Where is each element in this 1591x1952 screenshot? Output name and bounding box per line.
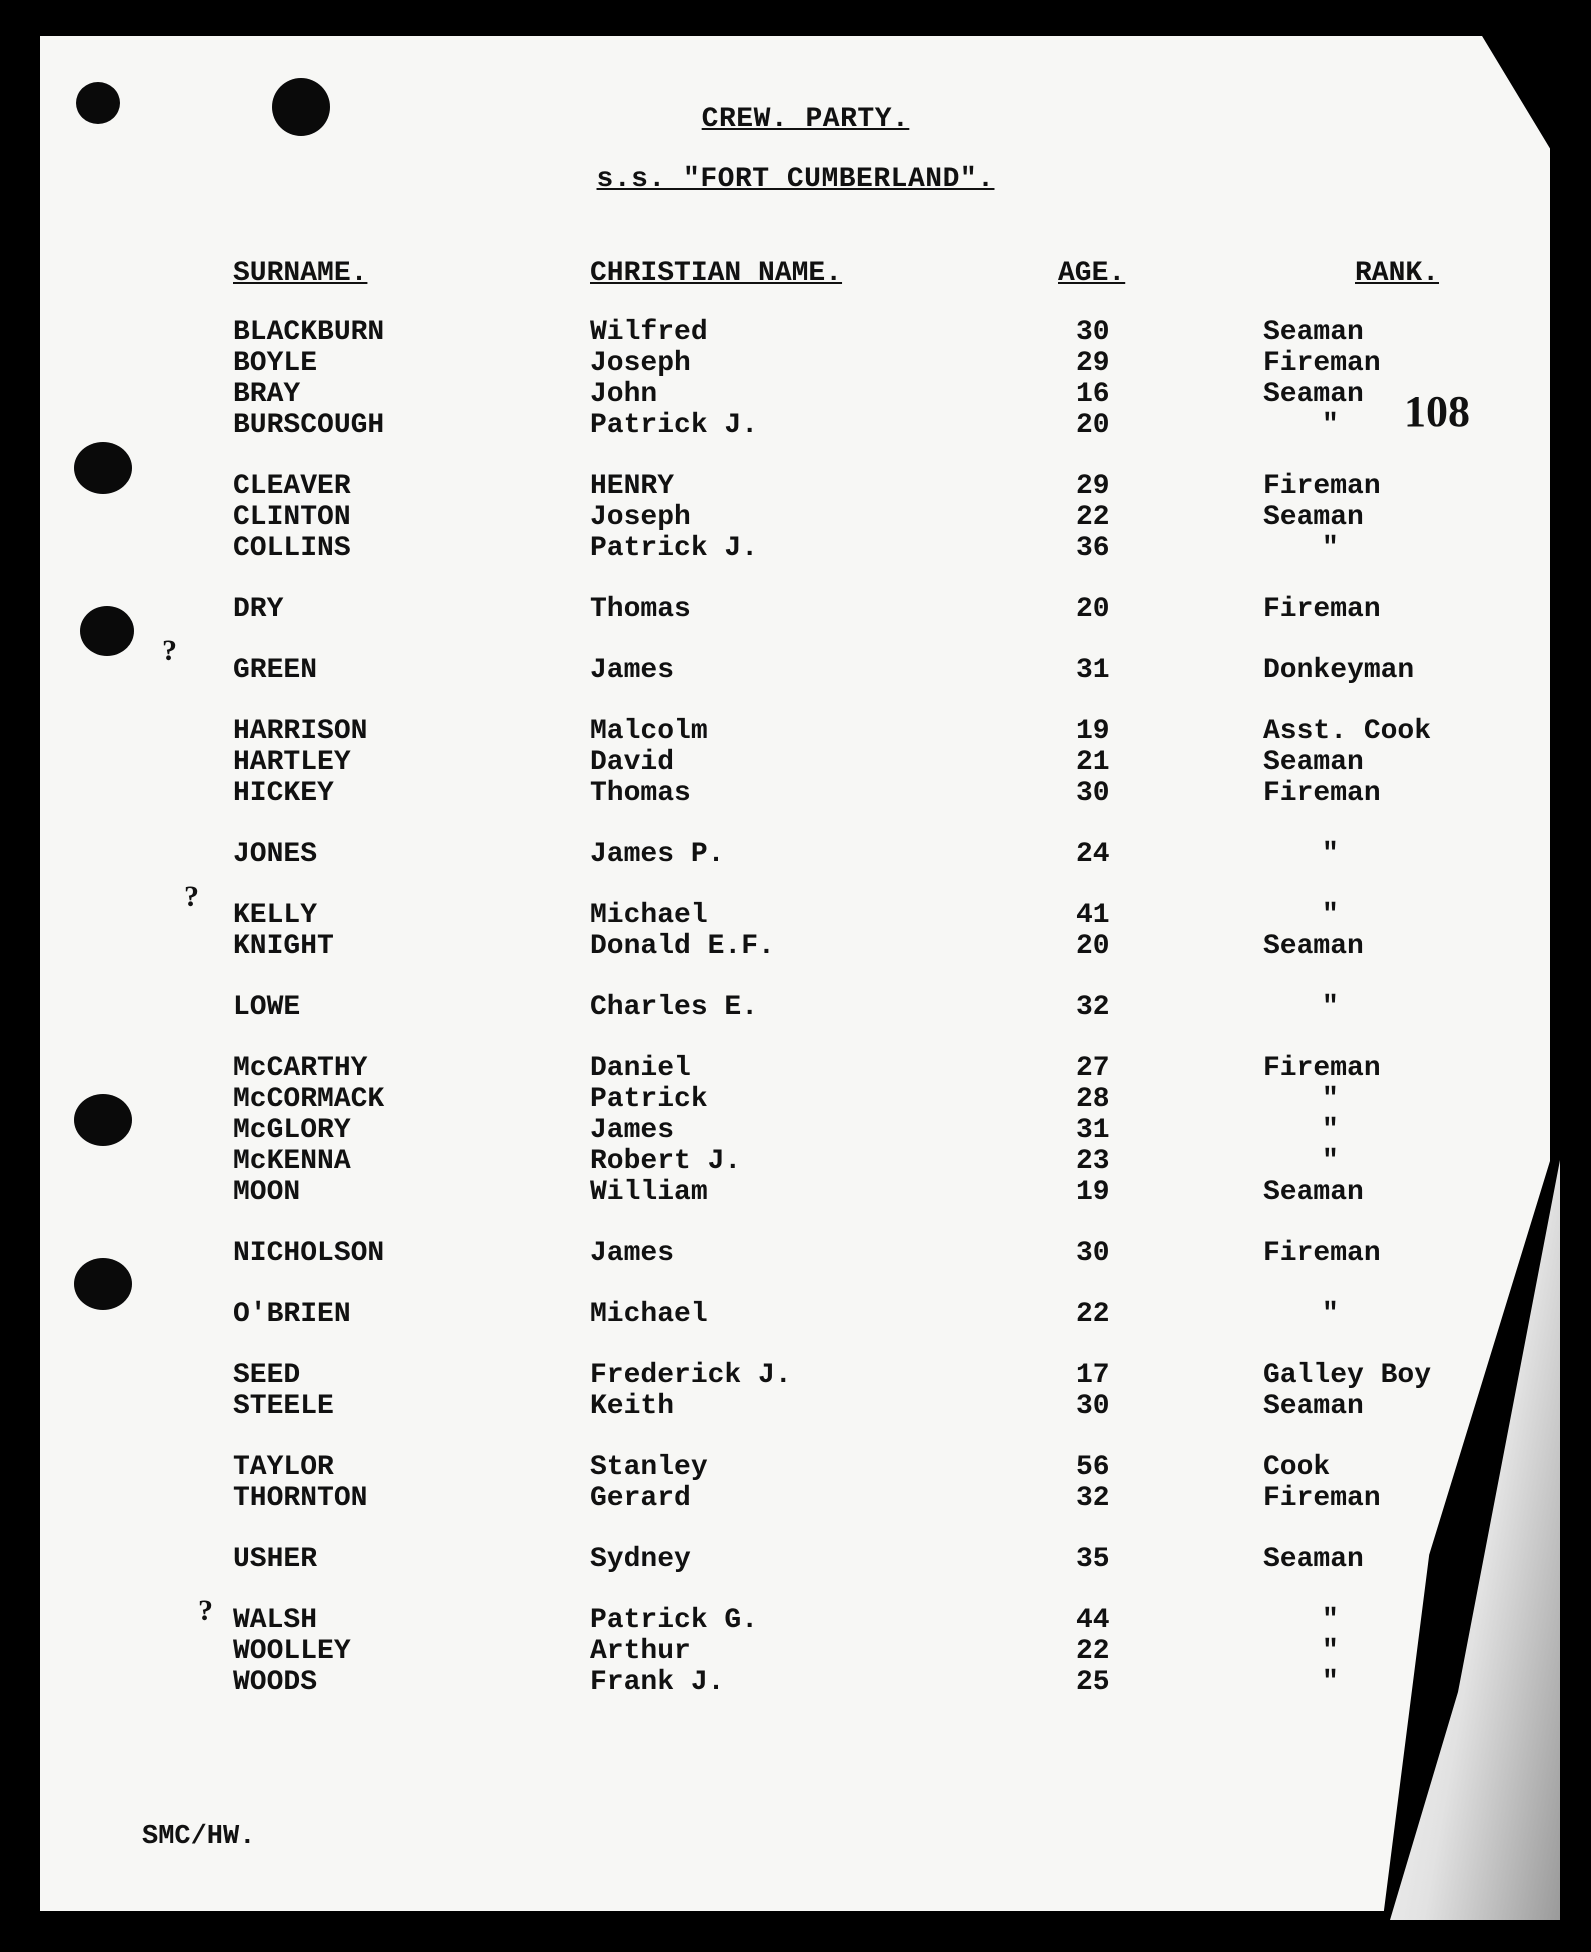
rank-cell: Fireman: [1263, 594, 1381, 625]
christian-name-cell: Joseph: [590, 502, 691, 533]
christian-name-cell: Keith: [590, 1391, 675, 1422]
christian-name-cell: Sydney: [590, 1544, 691, 1575]
rank-cell: ": [1322, 839, 1339, 870]
age-cell: 30: [1076, 317, 1110, 348]
rank-cell: Fireman: [1263, 1238, 1381, 1269]
surname-cell: McCORMACK: [233, 1084, 385, 1115]
age-cell: 19: [1076, 1177, 1110, 1208]
age-cell: 22: [1076, 502, 1110, 533]
table-row: [0, 1544, 1591, 1575]
surname-cell: KNIGHT: [233, 931, 334, 962]
christian-name-cell: David: [590, 747, 675, 778]
rank-cell: ": [1322, 1636, 1339, 1667]
surname-cell: MOON: [233, 1177, 301, 1208]
table-row: [0, 471, 1591, 502]
rank-cell: ": [1322, 1146, 1339, 1177]
table-row: [0, 931, 1591, 962]
rank-cell: Seaman: [1263, 502, 1364, 533]
margin-query-mark: ?: [184, 880, 199, 913]
margin-query-mark: ?: [198, 1594, 213, 1627]
rank-cell: Fireman: [1263, 471, 1381, 502]
age-cell: 24: [1076, 839, 1110, 870]
age-cell: 30: [1076, 778, 1110, 809]
surname-cell: JONES: [233, 839, 318, 870]
surname-cell: WOODS: [233, 1667, 318, 1698]
christian-name-cell: Thomas: [590, 778, 691, 809]
christian-name-cell: HENRY: [590, 471, 675, 502]
rank-cell: ": [1322, 900, 1339, 931]
rank-cell: ": [1322, 992, 1339, 1023]
surname-cell: HICKEY: [233, 778, 334, 809]
age-cell: 16: [1076, 379, 1110, 410]
document-subtitle: s.s. "FORT CUMBERLAND".: [596, 164, 995, 195]
surname-cell: O'BRIEN: [233, 1299, 351, 1330]
surname-cell: BOYLE: [233, 348, 318, 379]
age-cell: 30: [1076, 1391, 1110, 1422]
surname-cell: HARTLEY: [233, 747, 351, 778]
age-cell: 22: [1076, 1299, 1110, 1330]
age-cell: 20: [1076, 594, 1110, 625]
christian-name-cell: Patrick J.: [590, 410, 759, 441]
table-row: [0, 747, 1591, 778]
christian-name-cell: Patrick: [590, 1084, 708, 1115]
surname-cell: LOWE: [233, 992, 301, 1023]
age-cell: 21: [1076, 747, 1110, 778]
rank-cell: Seaman: [1263, 747, 1364, 778]
surname-cell: WOOLLEY: [233, 1636, 351, 1667]
rank-cell: ": [1322, 1605, 1339, 1636]
surname-cell: USHER: [233, 1544, 318, 1575]
table-row: [0, 992, 1591, 1023]
surname-cell: THORNTON: [233, 1483, 368, 1514]
christian-name-cell: Charles E.: [590, 992, 759, 1023]
table-row: [0, 1115, 1591, 1146]
surname-cell: CLINTON: [233, 502, 351, 533]
christian-name-cell: Arthur: [590, 1636, 691, 1667]
age-cell: 17: [1076, 1360, 1110, 1391]
rank-cell: Seaman: [1263, 317, 1364, 348]
rank-cell: Galley Boy: [1263, 1360, 1432, 1391]
surname-cell: BLACKBURN: [233, 317, 385, 348]
age-cell: 31: [1076, 655, 1110, 686]
table-row: [0, 839, 1591, 870]
age-cell: 22: [1076, 1636, 1110, 1667]
christian-name-cell: Wilfred: [590, 317, 708, 348]
rank-cell: ": [1322, 410, 1339, 441]
surname-cell: McGLORY: [233, 1115, 351, 1146]
rank-cell: ": [1322, 533, 1339, 564]
christian-name-cell: Thomas: [590, 594, 691, 625]
rank-cell: Asst. Cook: [1263, 716, 1432, 747]
table-row: [0, 594, 1591, 625]
table-row: [0, 1084, 1591, 1115]
table-row: [0, 1452, 1591, 1483]
table-row: [0, 1605, 1591, 1636]
table-row: [0, 1299, 1591, 1330]
table-row: [0, 317, 1591, 348]
age-cell: 23: [1076, 1146, 1110, 1177]
surname-cell: HARRISON: [233, 716, 368, 747]
surname-cell: KELLY: [233, 900, 318, 931]
age-cell: 31: [1076, 1115, 1110, 1146]
rank-cell: Fireman: [1263, 348, 1381, 379]
table-row: [0, 502, 1591, 533]
christian-name-cell: Patrick G.: [590, 1605, 759, 1636]
header-christian-name: CHRISTIAN NAME.: [590, 258, 843, 289]
age-cell: 32: [1076, 992, 1110, 1023]
christian-name-cell: Michael: [590, 900, 708, 931]
rank-cell: Cook: [1263, 1452, 1331, 1483]
rank-cell: Seaman: [1263, 1544, 1364, 1575]
christian-name-cell: Frank J.: [590, 1667, 725, 1698]
age-cell: 19: [1076, 716, 1110, 747]
age-cell: 35: [1076, 1544, 1110, 1575]
surname-cell: McKENNA: [233, 1146, 351, 1177]
christian-name-cell: Stanley: [590, 1452, 708, 1483]
table-row: [0, 1636, 1591, 1667]
age-cell: 30: [1076, 1238, 1110, 1269]
table-row: [0, 1177, 1591, 1208]
surname-cell: NICHOLSON: [233, 1238, 385, 1269]
table-row: [0, 410, 1591, 441]
table-row: [0, 348, 1591, 379]
table-row: [0, 1391, 1591, 1422]
rank-cell: Fireman: [1263, 1483, 1381, 1514]
surname-cell: COLLINS: [233, 533, 351, 564]
christian-name-cell: James P.: [590, 839, 725, 870]
rank-cell: Fireman: [1263, 1053, 1381, 1084]
age-cell: 36: [1076, 533, 1110, 564]
table-row: [0, 1483, 1591, 1514]
age-cell: 56: [1076, 1452, 1110, 1483]
rank-cell: ": [1322, 1667, 1339, 1698]
rank-cell: ": [1322, 1084, 1339, 1115]
christian-name-cell: James: [590, 1115, 675, 1146]
christian-name-cell: Donald E.F.: [590, 931, 775, 962]
table-row: [0, 1146, 1591, 1177]
surname-cell: BURSCOUGH: [233, 410, 385, 441]
rank-cell: Seaman: [1263, 931, 1364, 962]
rank-cell: Seaman: [1263, 1391, 1364, 1422]
surname-cell: McCARTHY: [233, 1053, 368, 1084]
age-cell: 32: [1076, 1483, 1110, 1514]
surname-cell: BRAY: [233, 379, 301, 410]
age-cell: 28: [1076, 1084, 1110, 1115]
reference-initials: SMC/HW.: [142, 1822, 256, 1852]
rank-cell: ": [1322, 1299, 1339, 1330]
rank-cell: Donkeyman: [1263, 655, 1415, 686]
header-age: AGE.: [1058, 258, 1126, 289]
header-rank: RANK.: [1355, 258, 1440, 289]
table-row: [0, 1053, 1591, 1084]
header-surname: SURNAME.: [233, 258, 368, 289]
christian-name-cell: Daniel: [590, 1053, 691, 1084]
surname-cell: WALSH: [233, 1605, 318, 1636]
christian-name-cell: Joseph: [590, 348, 691, 379]
age-cell: 20: [1076, 410, 1110, 441]
age-cell: 27: [1076, 1053, 1110, 1084]
christian-name-cell: Patrick J.: [590, 533, 759, 564]
table-row: [0, 379, 1591, 410]
table-row: [0, 900, 1591, 931]
age-cell: 29: [1076, 348, 1110, 379]
rank-cell: ": [1322, 1115, 1339, 1146]
christian-name-cell: John: [590, 379, 658, 410]
document-title: CREW. PARTY.: [701, 104, 910, 135]
table-row: [0, 533, 1591, 564]
age-cell: 29: [1076, 471, 1110, 502]
age-cell: 25: [1076, 1667, 1110, 1698]
christian-name-cell: Malcolm: [590, 716, 708, 747]
rank-cell: Fireman: [1263, 778, 1381, 809]
christian-name-cell: William: [590, 1177, 708, 1208]
rank-cell: Seaman: [1263, 379, 1364, 410]
margin-query-mark: ?: [162, 634, 177, 667]
surname-cell: GREEN: [233, 655, 318, 686]
christian-name-cell: Robert J.: [590, 1146, 742, 1177]
table-row: [0, 1238, 1591, 1269]
page-number: 108: [1404, 387, 1470, 436]
christian-name-cell: Gerard: [590, 1483, 691, 1514]
christian-name-cell: Michael: [590, 1299, 708, 1330]
age-cell: 41: [1076, 900, 1110, 931]
table-row: [0, 1360, 1591, 1391]
surname-cell: TAYLOR: [233, 1452, 334, 1483]
table-row: [0, 716, 1591, 747]
surname-cell: CLEAVER: [233, 471, 351, 502]
table-row: [0, 1667, 1591, 1698]
christian-name-cell: Frederick J.: [590, 1360, 792, 1391]
age-cell: 44: [1076, 1605, 1110, 1636]
christian-name-cell: James: [590, 655, 675, 686]
rank-cell: Seaman: [1263, 1177, 1364, 1208]
table-row: [0, 655, 1591, 686]
surname-cell: STEELE: [233, 1391, 334, 1422]
table-row: [0, 778, 1591, 809]
christian-name-cell: James: [590, 1238, 675, 1269]
surname-cell: DRY: [233, 594, 284, 625]
surname-cell: SEED: [233, 1360, 301, 1391]
age-cell: 20: [1076, 931, 1110, 962]
